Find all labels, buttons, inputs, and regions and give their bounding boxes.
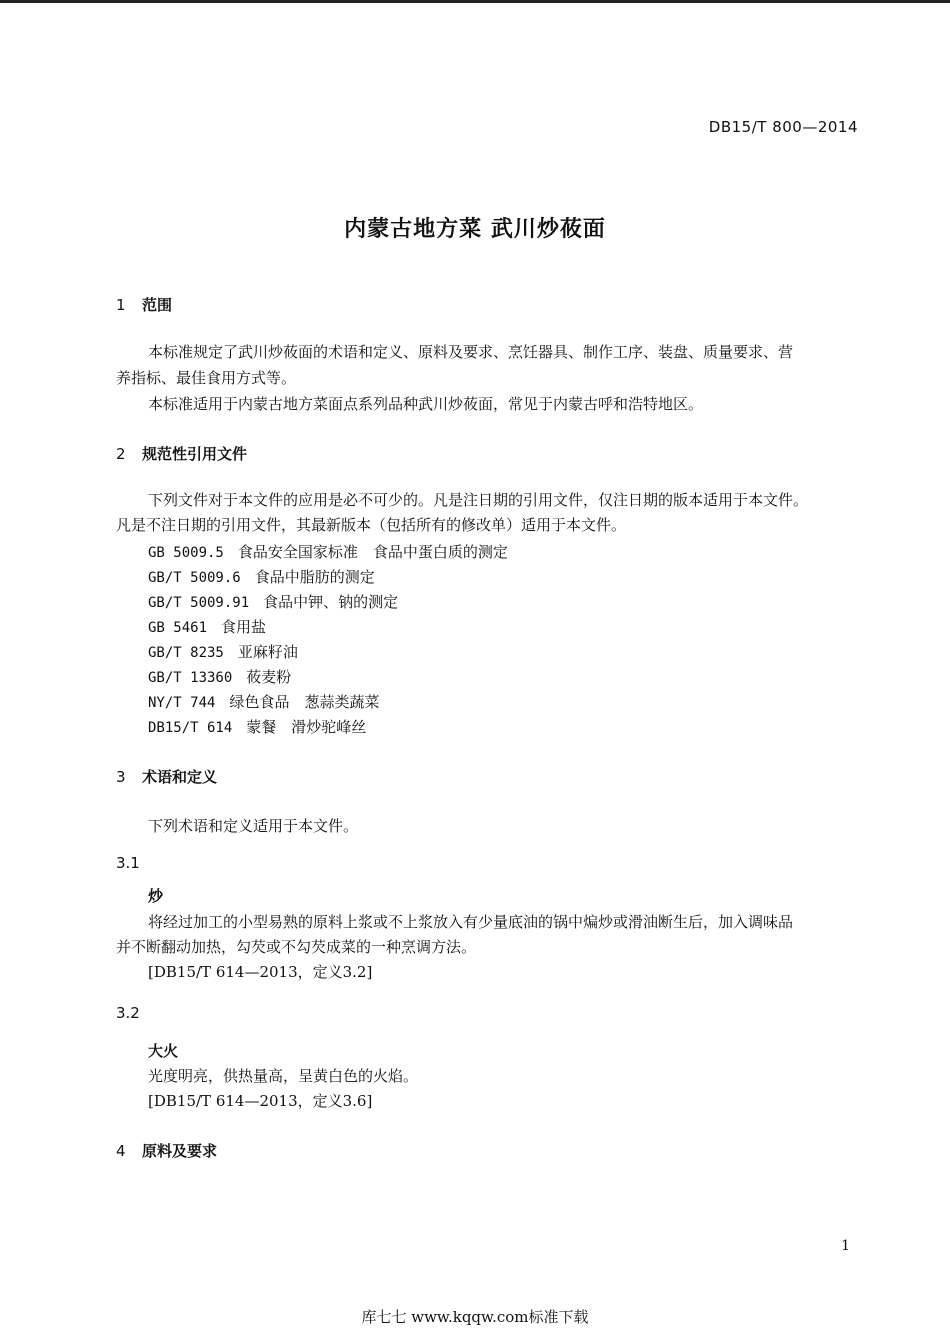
section-title: 术语和定义 [142,768,218,786]
scope-paragraph-1-line-1: 本标准规定了武川炒莜面的术语和定义、原料及要求、烹饪器具、制作工序、装盘、质量要求、营 [148,343,794,361]
reference-item [148,716,366,737]
reference-item [148,591,398,612]
normative-intro-line-2: 凡是不注日期的引用文件，其最新版本（包括所有的修改单）适用于本文件。 [116,516,627,534]
term-source: [DB15/T 614—2013，定义3.6] [148,1092,373,1110]
reference-code: DB15/T 614 [148,720,233,736]
section-title: 规范性引用文件 [142,445,248,463]
term-name: 大火 [148,1042,179,1060]
reference-code: GB 5461 [148,620,208,636]
term-name: 炒 [148,887,164,905]
page-number: 1 [841,1238,850,1254]
section-title: 范围 [142,296,173,314]
reference-code: GB/T 13360 [148,670,233,686]
reference-item [148,541,508,562]
section-number: 3 [116,768,126,786]
term-definition: 光度明亮，供热量高，呈黄白色的火焰。 [148,1067,419,1085]
scope-paragraph-2: 本标准适用于内蒙古地方菜面点系列品种武川炒莜面，常见于内蒙古呼和浩特地区。 [148,395,704,413]
section-title: 原料及要求 [142,1142,218,1160]
reference-name: 食品安全国家标准 食品中蛋白质的测定 [237,543,508,561]
reference-code: GB/T 5009.91 [148,595,250,611]
reference-name: 绿色食品 葱蒜类蔬菜 [229,693,380,711]
reference-name: 食品中脂肪的测定 [254,568,375,586]
reference-code: GB/T 5009.6 [148,570,241,586]
term-number: 3.2 [116,1004,140,1022]
terms-intro: 下列术语和定义适用于本文件。 [148,817,359,835]
reference-name: 食品中钾、钠的测定 [263,593,399,611]
term-definition-line-2: 并不断翻动加热，勾芡或不勾芡成菜的一种烹调方法。 [116,938,477,956]
section-number: 1 [116,296,126,314]
reference-code: GB/T 8235 [148,645,224,661]
normative-intro-line-1: 下列文件对于本文件的应用是必不可少的。凡是注日期的引用文件，仅注日期的版本适用于本文件。 [148,491,809,509]
reference-item [148,641,298,662]
section-number: 2 [116,445,126,463]
reference-code: GB 5009.5 [148,545,224,561]
top-border [0,0,950,3]
reference-name: 亚麻籽油 [237,643,298,661]
reference-name: 蒙餐 滑炒驼峰丝 [246,718,367,736]
reference-item [148,666,291,687]
section-2-heading [116,443,247,464]
reference-item [148,691,379,712]
reference-name: 莜麦粉 [246,668,292,686]
section-1-heading [116,294,172,315]
reference-code: NY/T 744 [148,695,216,711]
reference-item [148,566,375,587]
reference-name: 食用盐 [221,618,267,636]
doc-number: DB15/T 800—2014 [708,118,858,136]
term-definition-line-1: 将经过加工的小型易熟的原料上浆或不上浆放入有少量底油的锅中煸炒或滑油断生后，加入调味品 [148,913,794,931]
footer-watermark: 库七七 www.kqqw.com标准下载 [361,1308,589,1326]
section-3-heading [116,766,217,787]
scope-paragraph-1-line-2: 养指标、最佳食用方式等。 [116,369,297,387]
page-title: 内蒙古地方菜 武川炒莜面 [344,217,606,242]
section-4-heading [116,1140,217,1161]
reference-item [148,616,266,637]
term-source: [DB15/T 614—2013，定义3.2] [148,963,373,981]
section-number: 4 [116,1142,126,1160]
term-number: 3.1 [116,854,140,872]
